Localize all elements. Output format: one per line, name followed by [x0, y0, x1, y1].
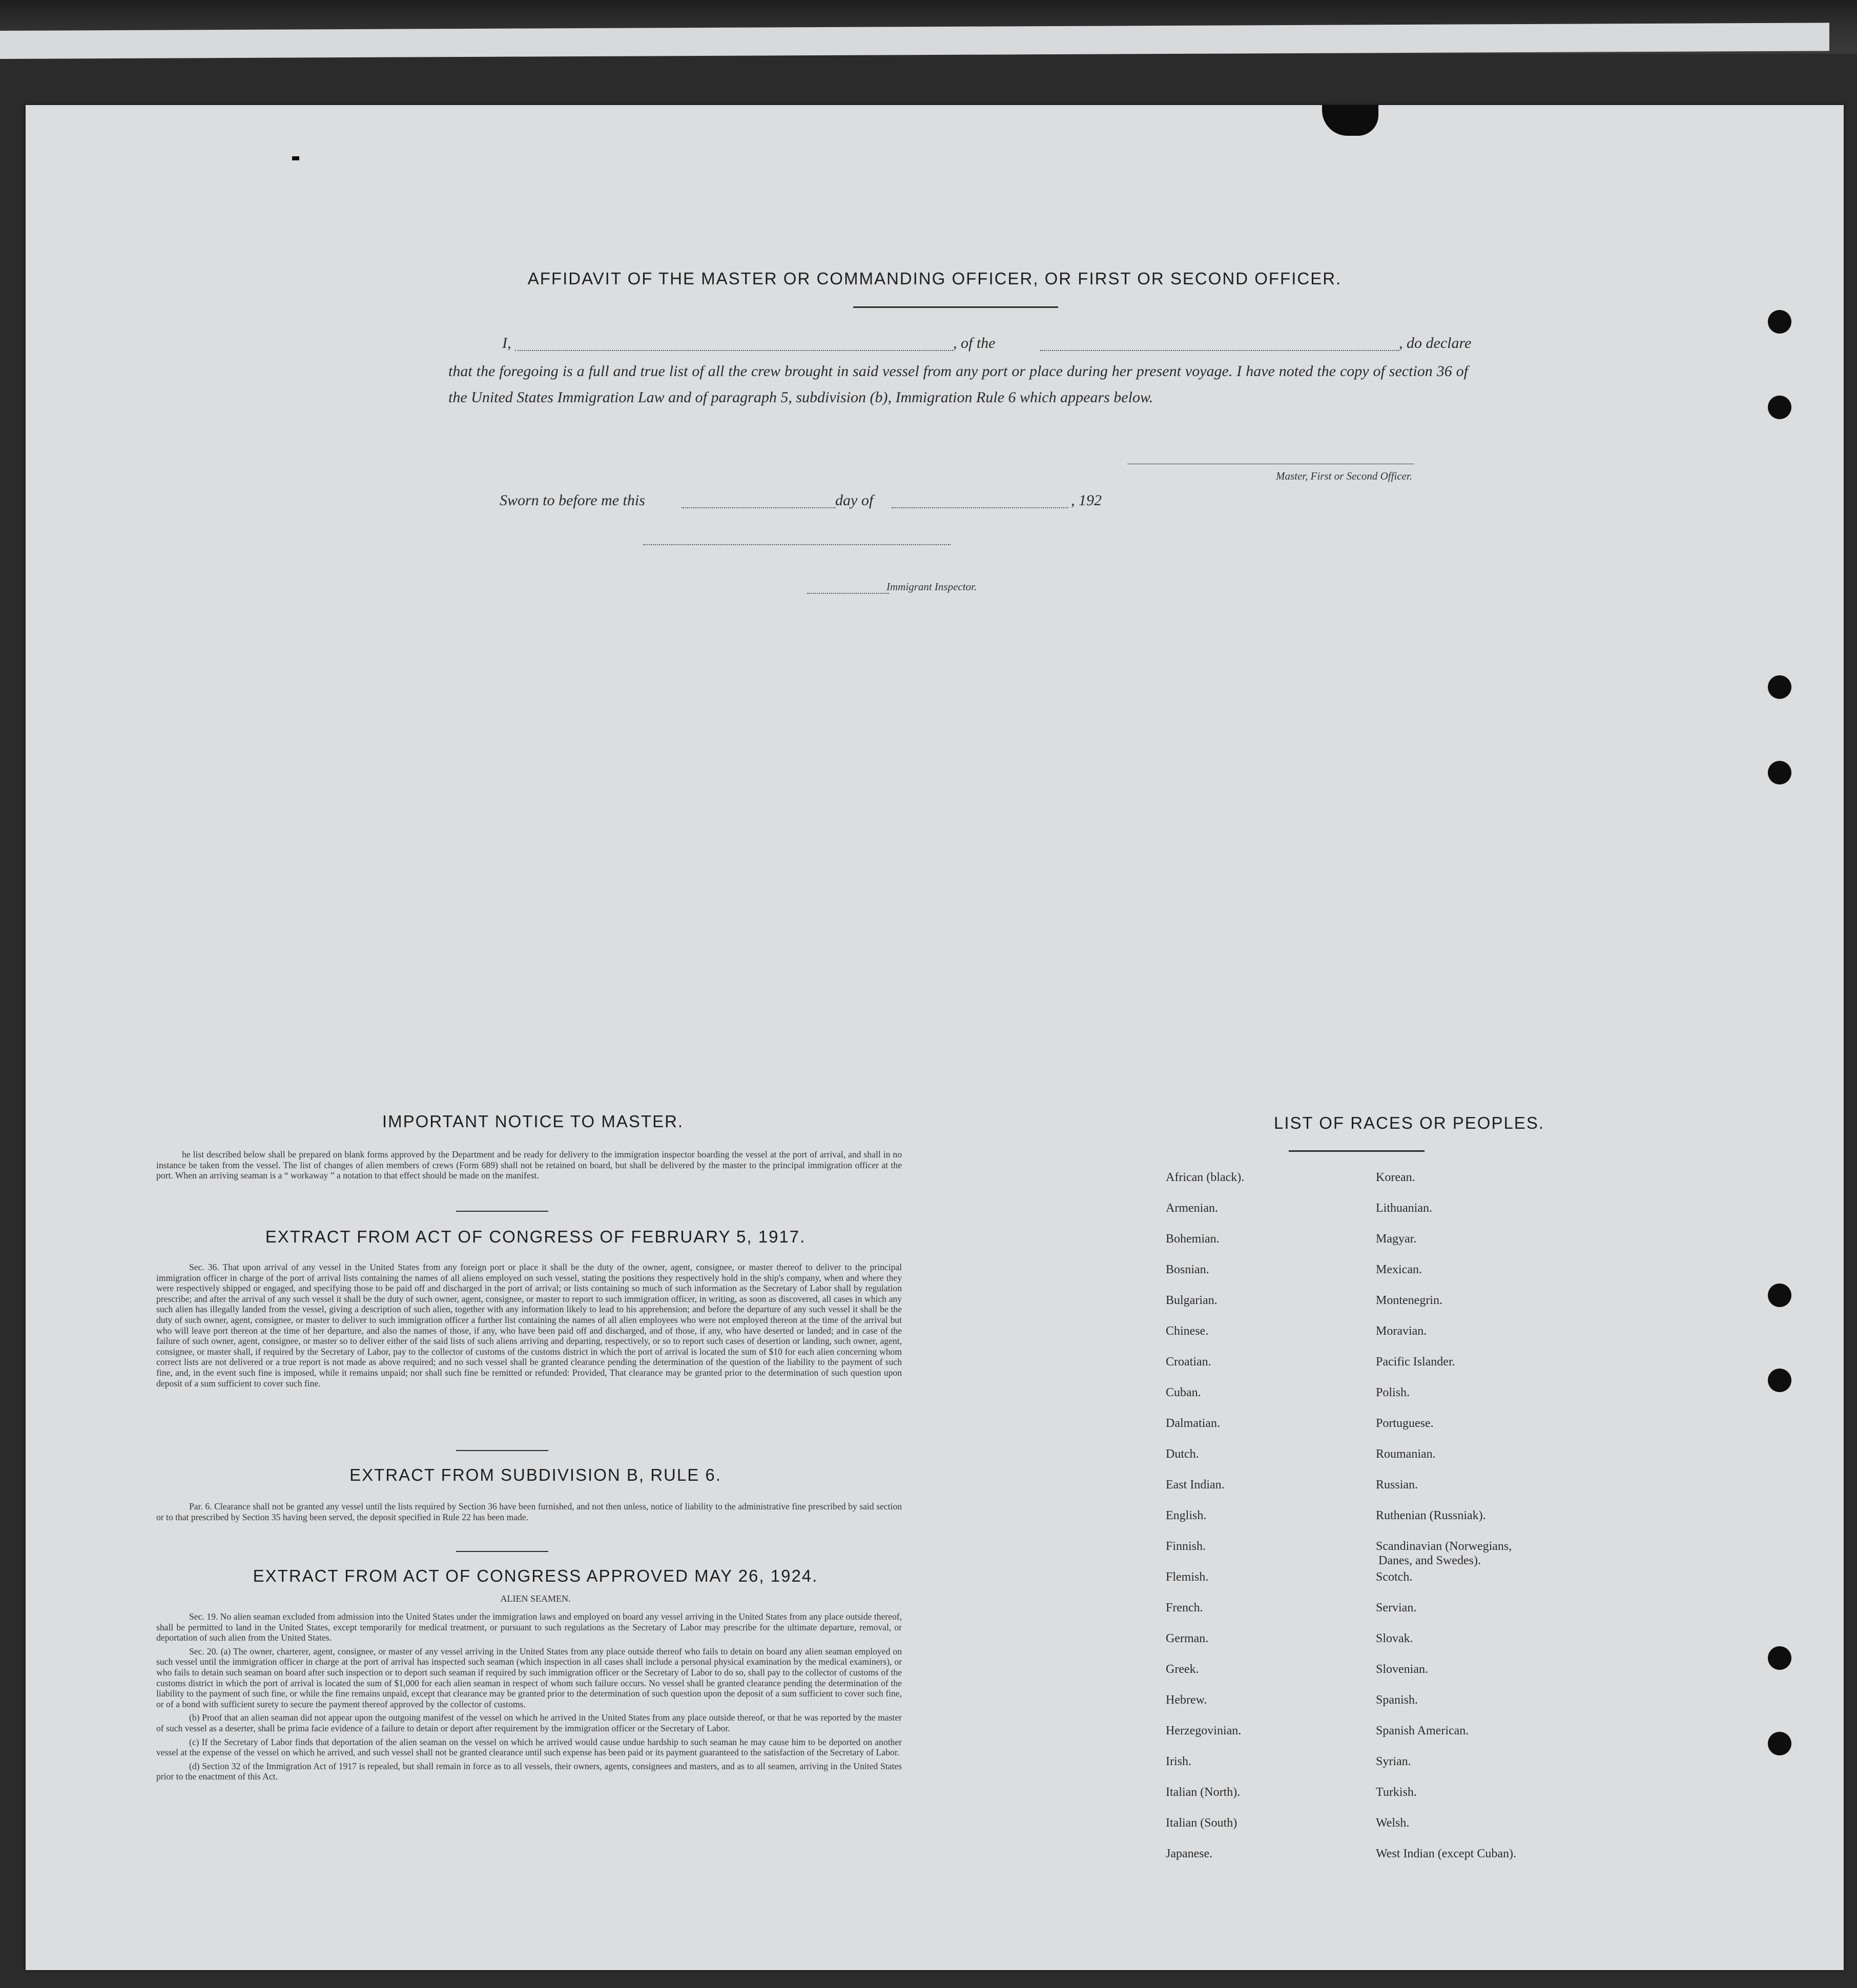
- punch-hole: [1768, 1369, 1791, 1392]
- race-item: Mexican.: [1376, 1263, 1422, 1276]
- punch-hole: [1768, 675, 1791, 699]
- race-item: Russian.: [1376, 1478, 1418, 1492]
- sec-20c-paragraph: (c) If the Secretary of Labor finds that deportation of the alien seaman on the vessel on which he arrived would cause undue hardship to such seaman he may cause him to be deported on another vessel at the expense of the vessel on which he arrived, and such vessel shall not be granted clearance until such expense has been paid or its payment guaranteed to the satisfaction of the Secretary of Labor.: [156, 1736, 902, 1758]
- title-divider: [853, 306, 1058, 308]
- race-item: Portuguese.: [1376, 1417, 1434, 1430]
- race-item: Bohemian.: [1166, 1232, 1220, 1246]
- document-page: [26, 105, 1844, 1970]
- race-item: Scandinavian (Norwegians,: [1376, 1540, 1512, 1553]
- race-item: Finnish.: [1166, 1540, 1206, 1553]
- affidavit-body: that the foregoing is a full and true list of all the crew brought in said vessel from any port or place during her present voyage. I have noted the copy of section 36 of the United States Immigration Law and of paragraph 5, subdivision (b), Immigration Rule 6 which appears below.: [448, 363, 1468, 406]
- race-item: African (black).: [1166, 1171, 1245, 1184]
- notice-text: [156, 1149, 902, 1181]
- section-divider: [456, 1450, 548, 1451]
- race-item: Irish.: [1166, 1755, 1191, 1768]
- alien-seamen-subtitle: ALIEN SEAMEN.: [500, 1593, 571, 1604]
- sworn-prefix: Sworn to before me this: [500, 492, 645, 509]
- race-item: Spanish American.: [1376, 1724, 1469, 1737]
- race-item: Danes, and Swedes).: [1378, 1554, 1481, 1567]
- punch-hole: [1768, 396, 1791, 419]
- race-item: Greek.: [1166, 1663, 1199, 1676]
- races-title: LIST OF RACES OR PEOPLES.: [1273, 1113, 1545, 1132]
- race-item: Turkish.: [1376, 1786, 1417, 1799]
- race-item: Cuban.: [1166, 1386, 1201, 1399]
- race-item: Scotch.: [1376, 1570, 1413, 1584]
- race-item: Magyar.: [1376, 1232, 1417, 1246]
- vessel-blank: [1040, 350, 1399, 351]
- race-item: Servian.: [1376, 1601, 1417, 1614]
- race-item: Croatian.: [1166, 1355, 1211, 1369]
- inspector-line-2: [807, 593, 889, 594]
- torn-corner: [1322, 105, 1378, 136]
- race-item: Italian (South): [1166, 1816, 1237, 1830]
- race-item: Dalmatian.: [1166, 1417, 1220, 1430]
- punch-hole: [1768, 1732, 1791, 1755]
- inspector-line-1: [643, 544, 951, 545]
- ink-mark: [292, 156, 299, 160]
- race-item: French.: [1166, 1601, 1203, 1614]
- race-item: Italian (North).: [1166, 1786, 1241, 1799]
- race-item: English.: [1166, 1509, 1207, 1522]
- affidavit-declare: , do declare: [1399, 335, 1472, 351]
- race-item: Japanese.: [1166, 1847, 1213, 1860]
- race-item: Bulgarian.: [1166, 1294, 1218, 1307]
- race-item: Bosnian.: [1166, 1263, 1209, 1276]
- race-item: Ruthenian (Russniak).: [1376, 1509, 1486, 1522]
- signature-label: Master, First or Second Officer.: [1276, 470, 1412, 482]
- sec-19-paragraph: Sec. 19. No alien seaman excluded from admission into the United States under the immigration laws and employed on board any vessel arriving in the United States from any place outside thereof, shall be permitted to land in the United States, except temporarily for medical treatment, or pursuant to such regulations as the Secretary of Labor may prescribe for the ultimate departure, removal, or deportation of such alien from the United States.: [156, 1611, 902, 1643]
- punch-hole: [1768, 761, 1791, 784]
- notice-title: IMPORTANT NOTICE TO MASTER.: [382, 1112, 684, 1131]
- section-divider: [456, 1211, 548, 1212]
- affidavit-i: I,: [502, 335, 511, 351]
- punch-hole: [1768, 1646, 1791, 1670]
- day-blank: [682, 507, 835, 508]
- extract-rule6-text: [156, 1501, 902, 1522]
- race-item: Slovak.: [1376, 1632, 1413, 1645]
- notice-paragraph: he list described below shall be prepared on blank forms approved by the Department and be ready for delivery to the immigration inspector boarding the vessel at the port of arrival, and shall in no instance be taken from the vessel. The list of changes of alien members of crews (Form 689) shall not be retained on board, but shall be delivered by the master to the principal immigration officer at the port. When an arriving seaman is a “ workaway ” a notation to that effect should be made on the manifest.: [156, 1149, 902, 1181]
- section-36-paragraph: Sec. 36. That upon arrival of any vessel in the United States from any foreign port or place it shall be the duty of the owner, agent, consignee, or master thereof to deliver to the principal immigration officer in charge of the port of arrival lists containing the names of all aliens employed on such vessel, stating the positions they respectively hold in the ship's company, when and where they were respectively shipped or engaged, and specifying those to be paid off and discharged in the port of arrival; or lists containing so much of such information as the Secretary of Labor shall by regulation prescribe; and after the arrival of any such vessel it shall be the duty of such owner, agent, consignee, or master to report to such immigration officer, in writing, as soon as discovered, all cases in which any such alien has illegally landed from the vessel, giving a description of such alien, together with any information likely to lead to his apprehension; and before the departure of any such vessel it shall be the duty of such owner, agent, consignee, or master to deliver to such immigration officer a further list containing the names of all alien employees who were not employed thereon at the time of the arrival but who will leave port thereon at the time of her departure, and also the names of those, if any, who have been paid off and discharged, and of those, if any, who have deserted or landed; and in case of the failure of such owner, agent, consignee, or master so to deliver either of the said lists of such aliens arriving and departing, respectively, or so to report such cases of desertion or landing, such owner, agent, consignee, or master shall, if required by the Secretary of Labor, pay to the collector of customs of the customs district in which the port of arrival is located the sum of $10 for each alien concerning whom correct lists are not delivered or a true report is not made as above required; and no such vessel shall be granted clearance pending the determination of the question of the liability to the payment of such fine, and, in the event such fine is imposed, while it remains unpaid; nor shall such fine be remitted or refunded: Provided, That clearance may be granted prior to the determination of such question upon deposit of a sum sufficient to cover such fine.: [156, 1262, 902, 1389]
- extract-rule6-title: EXTRACT FROM SUBDIVISION B, RULE 6.: [349, 1465, 721, 1484]
- punch-hole: [1768, 1283, 1791, 1307]
- extract-1924-text: [156, 1611, 902, 1782]
- race-item: Roumanian.: [1376, 1447, 1436, 1461]
- sec-20b-paragraph: (b) Proof that an alien seaman did not appear upon the outgoing manifest of the vessel on which he arrived in the United States from any place outside thereof, or that he was reported by the master of such vessel as a deserter, shall be prima facie evidence of a failure to detain or deport after requirement by the immigration officer or the Secretary of Labor.: [156, 1712, 902, 1733]
- section-divider: [456, 1551, 548, 1552]
- punch-hole: [1768, 310, 1791, 334]
- sec-20d-paragraph: (d) Section 32 of the Immigration Act of 1917 is repealed, but shall remain in force as to all vessels, their owners, agents, consignees and masters, and as to all seamen, arriving in the United States prior to the enactment of this Act.: [156, 1761, 902, 1782]
- sworn-year: , 192: [1071, 492, 1102, 509]
- race-item: Korean.: [1376, 1171, 1415, 1184]
- race-item: Herzegovinian.: [1166, 1724, 1242, 1737]
- race-item: Lithuanian.: [1376, 1202, 1432, 1215]
- race-item: Pacific Islander.: [1376, 1355, 1455, 1369]
- race-item: Flemish.: [1166, 1570, 1209, 1584]
- race-item: West Indian (except Cuban).: [1376, 1847, 1516, 1860]
- race-item: Armenian.: [1166, 1202, 1218, 1215]
- extract-1924-title: EXTRACT FROM ACT OF CONGRESS APPROVED MAY 26, 1924.: [253, 1566, 818, 1585]
- race-item: Dutch.: [1166, 1447, 1199, 1461]
- affidavit-of-the: , of the: [953, 335, 996, 351]
- par-6-paragraph: Par. 6. Clearance shall not be granted any vessel until the lists required by Section 36 have been furnished, and not then unless, notice of liability to the administrative fine prescribed by said section or to that prescribed by Section 35 having been served, the deposit specified in Rule 22 has been made.: [156, 1501, 902, 1522]
- sworn-day: day of: [835, 492, 874, 509]
- race-item: Hebrew.: [1166, 1693, 1207, 1707]
- sec-20a-paragraph: Sec. 20. (a) The owner, charterer, agent, consignee, or master of any vessel arriving in the United States from any place outside thereof who fails to detain on board any alien seaman employed on such vessel until the immigration officer in charge at the port of arrival has inspected such seaman (which inspection in all cases shall include a personal physical examination by the medical examiners), or who fails to detain such seaman on board after such inspection or to deport such seaman if required by such immigration officer or the Secretary of Labor to do so, shall pay to the collector of customs of the customs district in which the port of arrival is located the sum of $1,000 for each alien seaman in respect of whom such failure occurs. No vessel shall be granted clearance pending the determination of the liability to the payment of such fine, or while the fine remains unpaid, except that clearance may be granted prior to the determination of such question upon the deposit of a sum sufficient to cover such fine, or of a bond with sufficient surety to secure the payment thereof approved by the collector of customs.: [156, 1646, 902, 1709]
- inspector-label: Immigrant Inspector.: [886, 581, 977, 593]
- race-item: Polish.: [1376, 1386, 1410, 1399]
- race-item: Syrian.: [1376, 1755, 1411, 1768]
- race-item: Slovenian.: [1376, 1663, 1428, 1676]
- name-blank: [515, 350, 953, 351]
- affidavit-title: AFFIDAVIT OF THE MASTER OR COMMANDING OFFICER, OR FIRST OR SECOND OFFICER.: [527, 269, 1342, 288]
- race-item: Welsh.: [1376, 1816, 1410, 1830]
- race-item: Montenegrin.: [1376, 1294, 1442, 1307]
- extract-1917-title: EXTRACT FROM ACT OF CONGRESS OF FEBRUARY 5, 1917.: [265, 1227, 806, 1246]
- race-item: Spanish.: [1376, 1693, 1418, 1707]
- race-item: East Indian.: [1166, 1478, 1225, 1492]
- extract-1917-text: [156, 1262, 902, 1389]
- race-item: Chinese.: [1166, 1324, 1209, 1338]
- race-item: German.: [1166, 1632, 1209, 1645]
- month-blank: [892, 507, 1068, 508]
- races-divider: [1289, 1150, 1425, 1152]
- race-item: Moravian.: [1376, 1324, 1427, 1338]
